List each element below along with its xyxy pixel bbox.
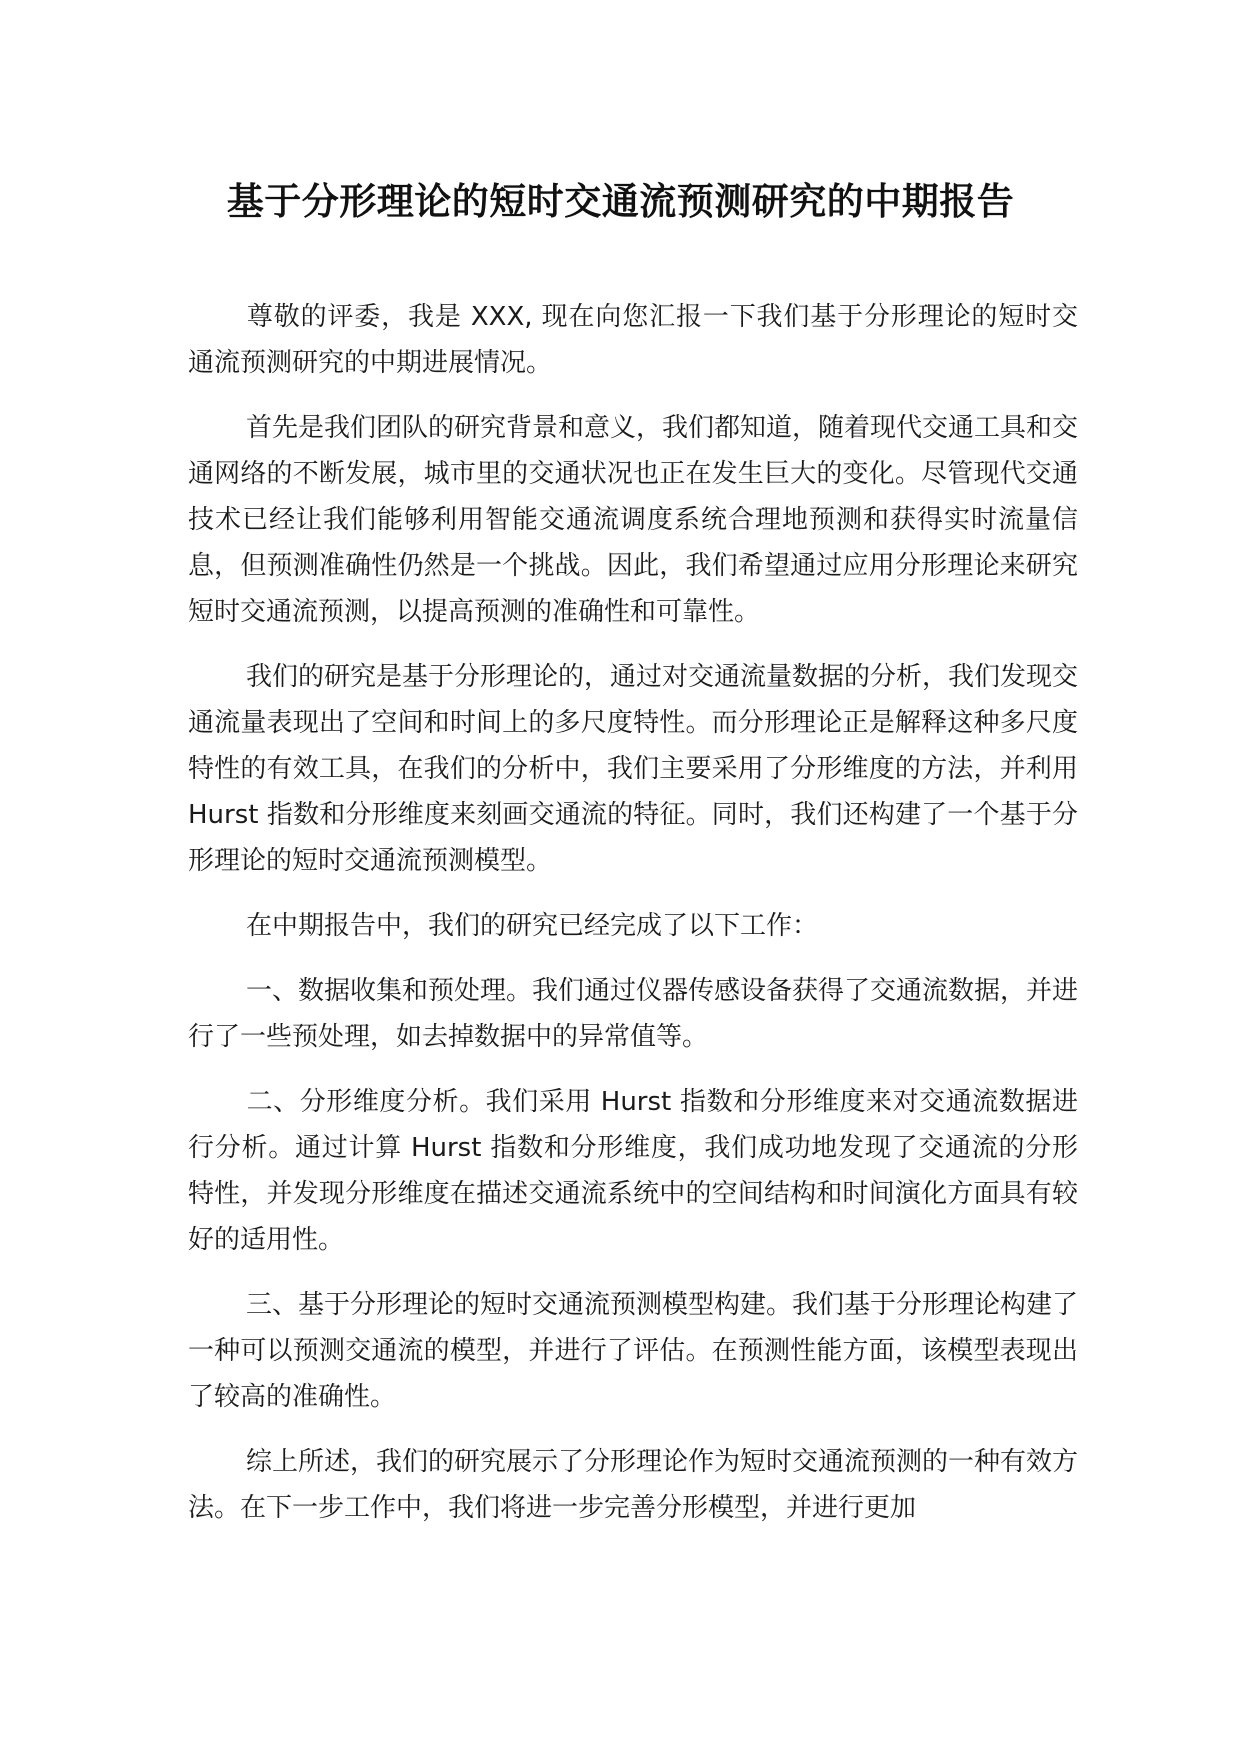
paragraph-background bbox=[188, 405, 1078, 635]
paragraph-text: 尊敬的评委，我是 XXX, 现在向您汇报一下我们基于分形理论的短时交通流预测研究的中期进展情况。 bbox=[188, 302, 1078, 378]
paragraph-text: 一、数据收集和预处理。我们通过仪器传感设备获得了交通流数据，并进行了一些预处理，如去掉数据中的异常值等。 bbox=[188, 976, 1079, 1052]
paragraph-progress-intro bbox=[188, 903, 1078, 949]
paragraph-summary bbox=[188, 1439, 1078, 1531]
paragraph-item-3 bbox=[188, 1282, 1078, 1420]
paragraph-text: 首先是我们团队的研究背景和意义，我们都知道，随着现代交通工具和交通网络的不断发展，城市里的交通状况也正在发生巨大的变化。尽管现代交通技术已经让我们能够利用智能交通流调度系统合理地预测和获得实时流量信息，但预测准确性仍然是一个挑战。因此，我们希望通过应用分形理论来研究短时交通流预测，以提高预测的准确性和可靠性。 bbox=[188, 413, 1079, 627]
paragraph-text: 三、基于分形理论的短时交通流预测模型构建。我们基于分形理论构建了一种可以预测交通流的模型，并进行了评估。在预测性能方面，该模型表现出了较高的准确性。 bbox=[188, 1290, 1079, 1412]
paragraph-method bbox=[188, 654, 1087, 884]
paragraph-text: 我们的研究是基于分形理论的，通过对交通流量数据的分析，我们发现交通流量表现出了空间和时间上的多尺度特性。而分形理论正是解释这种多尺度特性的有效工具，在我们的分析中，我们主要采用了分形维度的方法，并利用 Hurst 指数和分形维度来刻画交通流的特征。同时，我们还构建了一个基于分形理论的短时交通流预测模型。 bbox=[188, 662, 1087, 876]
document-title: 基于分形理论的短时交通流预测研究的中期报告 bbox=[226, 180, 1015, 223]
paragraph-greeting bbox=[188, 294, 1078, 386]
paragraph-item-2 bbox=[188, 1079, 1078, 1263]
paragraph-text: 综上所述，我们的研究展示了分形理论作为短时交通流预测的一种有效方法。在下一步工作中，我们将进一步完善分形模型，并进行更加 bbox=[188, 1447, 1079, 1523]
document-body bbox=[188, 294, 1087, 1550]
paragraph-item-1 bbox=[188, 968, 1078, 1060]
paragraph-text: 二、分形维度分析。我们采用 Hurst 指数和分形维度来对交通流数据进行分析。通过计算 Hurst 指数和分形维度，我们成功地发现了交通流的分形特性，并发现分形维度在描述交通流系统中的空间结构和时间演化方面具有较好的适用性。 bbox=[188, 1087, 1078, 1255]
paragraph-text: 在中期报告中，我们的研究已经完成了以下工作： bbox=[246, 911, 819, 941]
